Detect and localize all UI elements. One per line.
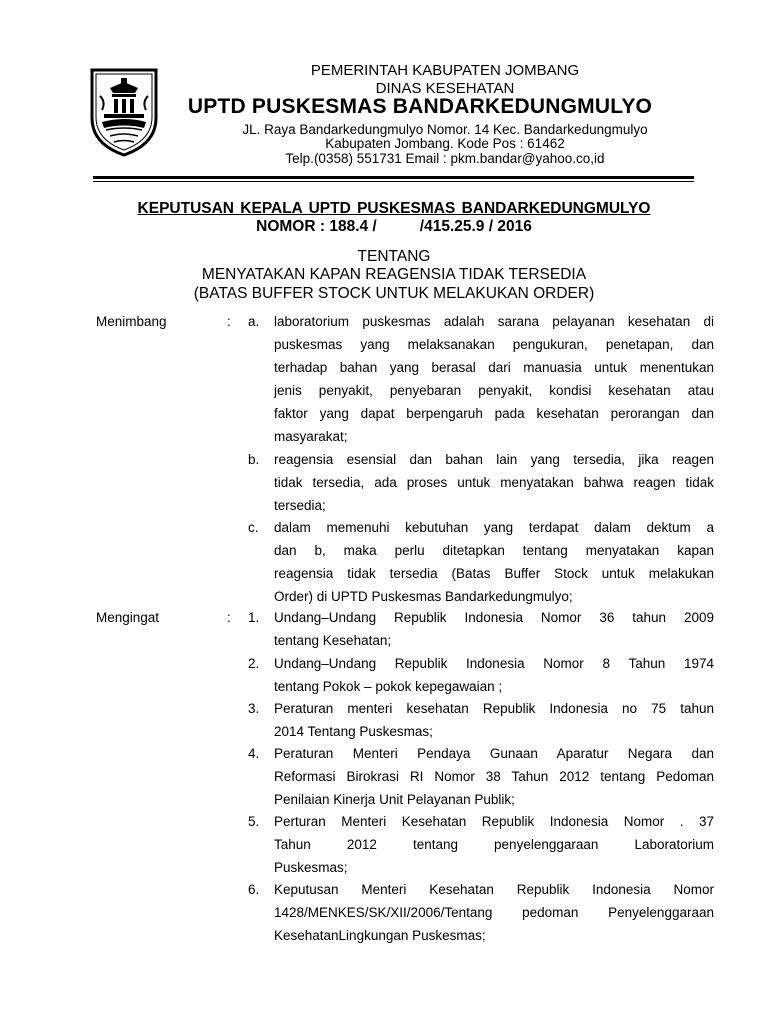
menimbang-item-a-line: faktor yang dapat berpengaruh pada kesehatan perorangan dan: [274, 406, 714, 421]
menimbang-item-a-marker: a.: [248, 314, 260, 329]
mengingat-item-4-line: Reformasi Birokrasi RI Nomor 38 Tahun 2012 tentang Pedoman: [274, 769, 714, 784]
menimbang-item-b-marker: b.: [248, 452, 260, 467]
letterhead: [0, 0, 768, 190]
menimbang-colon: :: [227, 314, 231, 329]
menimbang-item-c-line: Order) di UPTD Puskesmas Bandarkedungmulyo;: [274, 589, 573, 604]
mengingat-item-5-line: Tahun 2012 tentang penyelenggaraan Laboratorium: [274, 837, 714, 852]
mengingat-item-2-marker: 2.: [248, 656, 260, 671]
mengingat-item-4-marker: 4.: [248, 746, 260, 761]
menimbang-item-a-line: laboratorium puskesmas adalah sarana pelayanan kesehatan di: [274, 314, 714, 329]
menimbang-item-b-line: tidak tersedia, ada proses untuk menyatakan bahwa reagen tidak: [274, 475, 714, 490]
mengingat-item-6-line: 1428/MENKES/SK/XII/2006/Tentang pedoman Penyelenggaraan: [274, 905, 714, 920]
mengingat-item-6-line: Keputusan Menteri Kesehatan Republik Indonesia Nomor: [274, 882, 714, 897]
mengingat-item-1-marker: 1.: [248, 610, 260, 625]
menimbang-item-a-line: terhadap bahan yang berasal dari manuasia untuk menentukan: [274, 360, 714, 375]
mengingat-item-4-line: Peraturan Menteri Pendaya Gunaan Aparatur Negara dan: [274, 746, 714, 761]
decree-subject-line-1: MENYATAKAN KAPAN REAGENSIA TIDAK TERSEDIA: [201, 266, 587, 283]
mengingat-item-4-line: Penilaian Kinerja Unit Pelayanan Publik;: [274, 792, 515, 807]
mengingat-item-3-line: 2014 Tentang Puskesmas;: [274, 724, 433, 739]
department-name: DINAS KESEHATAN: [375, 80, 515, 97]
contact-line: Telp.(0358) 551731 Email : pkm.bandar@yahoo.co,id: [285, 151, 605, 166]
mengingat-item-1-line: tentang Kesehatan;: [274, 633, 392, 648]
decree-about: TENTANG: [357, 248, 431, 265]
institution-name: UPTD PUSKESMAS BANDARKEDUNGMULYO: [187, 95, 653, 118]
decree-heading: KEPUTUSAN KEPALA UPTD PUSKESMAS BANDARKEDUNGMULYO: [137, 200, 651, 217]
menimbang-item-a-line: masyarakat;: [274, 429, 348, 444]
decree-subject-line-2: (BATAS BUFFER STOCK UNTUK MELAKUKAN ORDER): [193, 285, 595, 302]
menimbang-item-c-marker: c.: [248, 520, 259, 535]
decree-number: NOMOR : 188.4 / /415.25.9 / 2016: [256, 218, 532, 235]
mengingat-label: Mengingat: [96, 610, 160, 625]
regency-crest-icon: [88, 66, 160, 158]
menimbang-item-c-line: reagensia tidak tersedia (Batas Buffer Stock untuk melakukan: [274, 566, 714, 581]
mengingat-item-5-marker: 5.: [248, 814, 260, 829]
menimbang-item-c-line: dalam memenuhi kebutuhan yang terdapat dalam dektum a: [274, 520, 714, 535]
address-line-1: JL. Raya Bandarkedungmulyo Nomor. 14 Kec. Bandarkedungmulyo: [242, 122, 648, 137]
menimbang-label: Menimbang: [96, 314, 167, 329]
mengingat-item-5-line: Perturan Menteri Kesehatan Republik Indonesia Nomor . 37: [274, 814, 714, 829]
menimbang-item-a-line: puskesmas yang melaksanakan pengukuran, penetapan, dan: [274, 337, 714, 352]
mengingat-item-2-line: tentang Pokok – pokok kepegawaian ;: [274, 679, 503, 694]
mengingat-item-6-line: KesehatanLingkungan Puskesmas;: [274, 928, 486, 943]
mengingat-item-1-line: Undang–Undang Republik Indonesia Nomor 36 tahun 2009: [274, 610, 714, 625]
letterhead-divider-thick: [93, 176, 694, 179]
mengingat-item-6-marker: 6.: [248, 882, 260, 897]
mengingat-item-2-line: Undang–Undang Republik Indonesia Nomor 8 Tahun 1974: [274, 656, 714, 671]
letterhead-divider-thin: [93, 181, 694, 182]
menimbang-item-a-line: jenis penyakit, penyebaran penyakit, kondisi kesehatan atau: [274, 383, 714, 398]
mengingat-item-3-marker: 3.: [248, 701, 260, 716]
mengingat-item-3-line: Peraturan menteri kesehatan Republik Indonesia no 75 tahun: [274, 701, 714, 716]
address-line-2: Kabupaten Jombang. Kode Pos : 61462: [325, 136, 565, 151]
mengingat-colon: :: [227, 610, 231, 625]
government-name: PEMERINTAH KABUPATEN JOMBANG: [310, 62, 580, 79]
menimbang-item-c-line: dan b, maka perlu ditetapkan tentang menyatakan kapan: [274, 543, 714, 558]
mengingat-item-5-line: Puskesmas;: [274, 860, 348, 875]
menimbang-item-b-line: tersedia;: [274, 498, 326, 513]
menimbang-item-b-line: reagensia esensial dan bahan lain yang tersedia, jika reagen: [274, 452, 714, 467]
